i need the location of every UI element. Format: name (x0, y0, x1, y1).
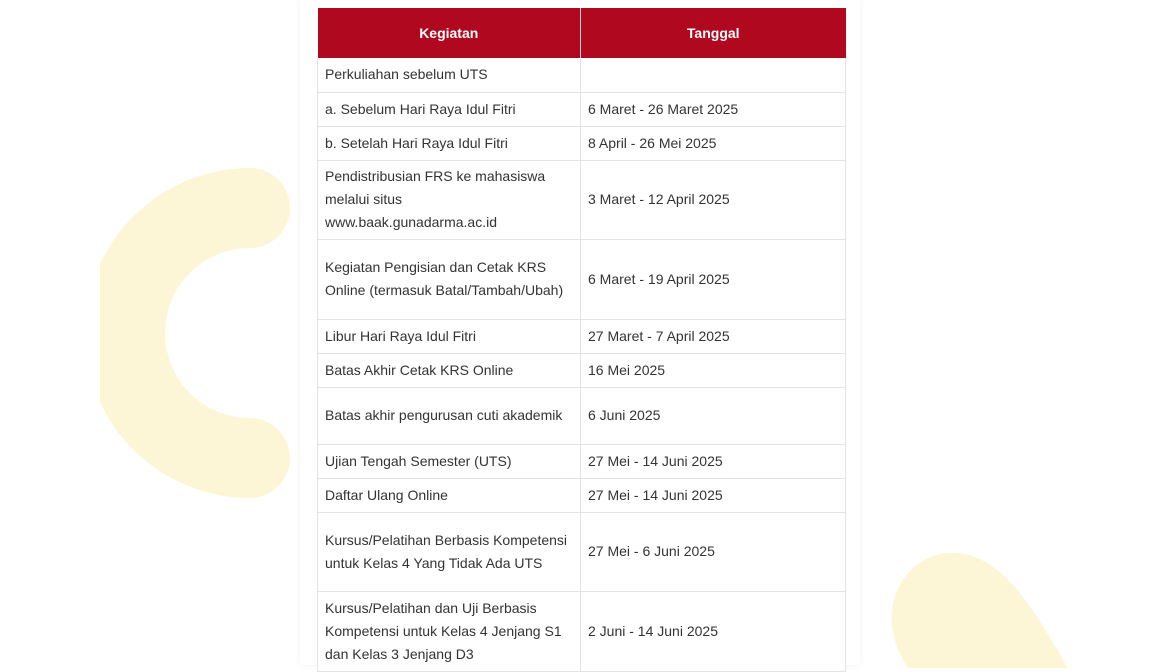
cell-tanggal: 3 Maret - 12 April 2025 (581, 160, 846, 239)
table-row (318, 92, 846, 126)
table-row (318, 591, 846, 671)
cell-kegiatan: Kursus/Pelatihan Berbasis Kompetensi untuk Kelas 4 Yang Tidak Ada UTS (318, 512, 581, 591)
table-row (318, 319, 846, 353)
table-row (318, 512, 846, 591)
table-row (318, 160, 846, 239)
academic-calendar-table-container (317, 8, 845, 672)
cell-tanggal: 8 April - 26 Mei 2025 (581, 126, 846, 160)
cell-kegiatan: Daftar Ulang Online (318, 478, 581, 512)
table-row (318, 444, 846, 478)
cell-tanggal: 2 Juni - 14 Juni 2025 (581, 591, 846, 671)
table-row (318, 126, 846, 160)
cell-tanggal: 27 Maret - 7 April 2025 (581, 319, 846, 353)
cell-kegiatan: Batas Akhir Cetak KRS Online (318, 353, 581, 387)
academic-calendar-table (317, 8, 846, 672)
cell-tanggal: 6 Maret - 26 Maret 2025 (581, 92, 846, 126)
cell-tanggal: 27 Mei - 14 Juni 2025 (581, 444, 846, 478)
table-row (318, 478, 846, 512)
column-header-kegiatan: Kegiatan (318, 8, 581, 58)
table-row (318, 387, 846, 444)
cell-kegiatan: Perkuliahan sebelum UTS (318, 58, 581, 92)
cell-tanggal: 27 Mei - 14 Juni 2025 (581, 478, 846, 512)
cell-kegiatan: Kegiatan Pengisian dan Cetak KRS Online (termasuk Batal/Tambah/Ubah) (318, 239, 581, 319)
cell-tanggal: 6 Maret - 19 April 2025 (581, 239, 846, 319)
cell-tanggal: 6 Juni 2025 (581, 387, 846, 444)
cell-kegiatan: Ujian Tengah Semester (UTS) (318, 444, 581, 478)
cell-kegiatan: Pendistribusian FRS ke mahasiswa melalui situs www.baak.gunadarma.ac.id (318, 160, 581, 239)
table-row (318, 353, 846, 387)
table-row (318, 239, 846, 319)
cell-kegiatan: a. Sebelum Hari Raya Idul Fitri (318, 92, 581, 126)
cell-tanggal: 16 Mei 2025 (581, 353, 846, 387)
cell-kegiatan: Batas akhir pengurusan cuti akademik (318, 387, 581, 444)
cell-kegiatan: Kursus/Pelatihan dan Uji Berbasis Kompetensi untuk Kelas 4 Jenjang S1 dan Kelas 3 Jenjang D3 (318, 591, 581, 671)
cell-kegiatan: Libur Hari Raya Idul Fitri (318, 319, 581, 353)
cell-kegiatan: b. Setelah Hari Raya Idul Fitri (318, 126, 581, 160)
decorative-blob-shape (868, 548, 1068, 668)
table-header-row (318, 8, 846, 58)
table-row (318, 58, 846, 92)
column-header-tanggal: Tanggal (581, 8, 846, 58)
cell-tanggal (581, 58, 846, 92)
decorative-arc-shape (100, 168, 290, 498)
cell-tanggal: 27 Mei - 6 Juni 2025 (581, 512, 846, 591)
